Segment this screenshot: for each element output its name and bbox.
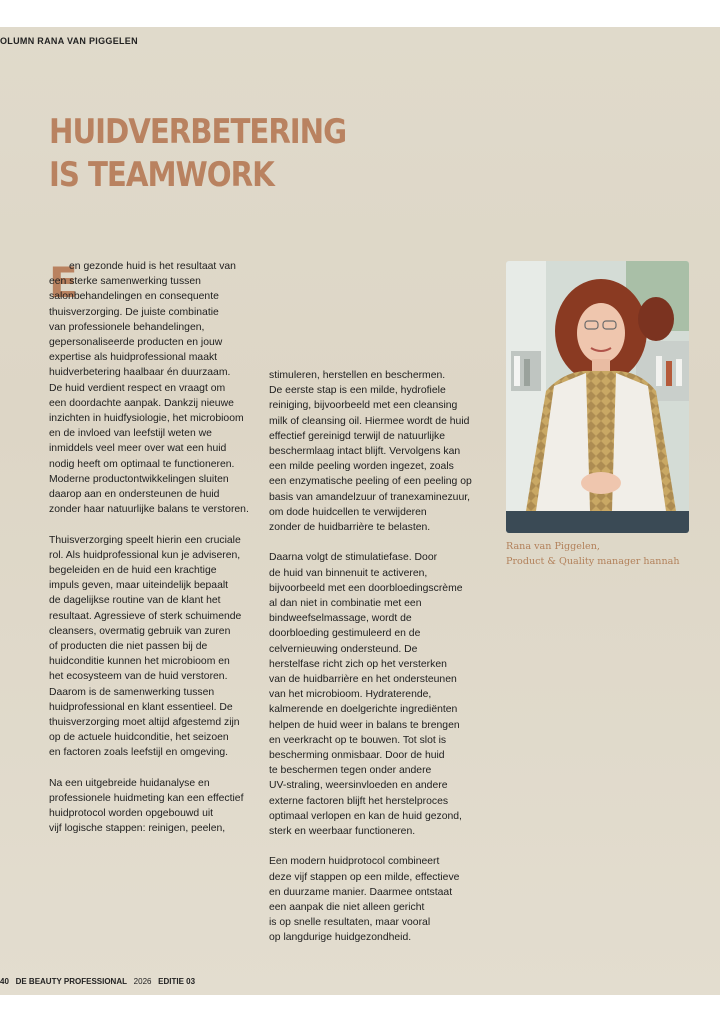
paragraph: Daarna volgt de stimulatiefase. Door de huid van binnenuit te activeren, bijvoorbeeld met een doorbloedingscrème al dan niet in combinatie met een bindweefselmassage, wordt de doorbloeding gestimuleerd en de celvernieuwing ondersteund. De herstelfase richt zich op het versterken van de huidbarrière en het ondersteunen van het microbioom. Hydraterende, kalmerende en doelgerichte ingrediënten helpen de huid weer in balans te brengen en veerkracht op te bouwen. Tot slot is bescherming onmisbaar. Door de huid te beschermen tegen onder andere UV-straling, weersinvloeden en andere externe factoren blijft het herstelproces optimaal verlopen en kan de huid gezond, sterk en weerbaar functioneren. (269, 552, 463, 838)
drop-cap: E (49, 258, 78, 307)
issue-year: 2026 (133, 977, 152, 986)
title-line-1: HUIDVERBETERING (49, 112, 347, 152)
text-column-2 (269, 368, 474, 961)
caption-name: Rana van Piggelen, (506, 541, 600, 552)
column-label: OLUMN RANA VAN PIGGELEN (0, 36, 138, 46)
photo-caption (506, 539, 706, 569)
magazine-name: DE BEAUTY PROFESSIONAL (15, 977, 127, 986)
author-photo (506, 261, 689, 533)
magazine-page (0, 27, 720, 995)
edition-label: EDITIE 03 (158, 977, 196, 986)
article-title (49, 111, 394, 197)
page-footer (0, 977, 195, 986)
page-number: 40 (0, 977, 9, 986)
paragraph: Een modern huidprotocol combineert deze vijf stappen op een milde, effectieve en duurzame manier. Daarmee ontstaat een aanpak die niet alleen gericht is op snelle resultaten, maar vooral op langdurige huidgezondheid. (269, 856, 460, 944)
portrait-illustration (506, 261, 689, 533)
paragraph: Na een uitgebreide huidanalyse en professionele huidmeting kan een effectief huidprotocol worden opgebouwd uit vijf logische stappen: reinigen, peelen, (49, 777, 244, 835)
title-line-2: IS TEAMWORK (49, 155, 274, 195)
caption-role: Product & Quality manager hannah (506, 556, 680, 567)
paragraph: Thuisverzorging speelt hierin een cruciale rol. Als huidprofessional kun je adviseren, begeleiden en de huid een krachtige impuls geven, maar uiteindelijk bepaalt de dagelijkse routine van de klant het resultaat. Agressieve of sterk schuimende cleansers, overmatig gebruik van zuren of producten die niet passen bij de huidconditie kunnen het microbioom en het ecosysteem van de huid verstoren. Daarom is de samenwerking tussen huidprofessional en klant essentieel. De thuisverzorging moet altijd afgestemd zijn op de actuele huidconditie, het seizoen en factoren zoals leefstijl en omgeving. (49, 534, 242, 759)
text-column-1 (49, 259, 254, 852)
paragraph: en gezonde huid is het resultaat van een sterke samenwerking tussen salonbehandelingen en consequente thuisverzorging. De juiste combinatie van professionele behandelingen, gepersonaliseerde producten en jouw expertise als huidprofessional maakt huidverbetering haalbaar én duurzaam. De huid verdient respect en vraagt om een doordachte aanpak. Dankzij nieuwe inzichten in huidfysiologie, het microbioom en de invloed van leefstijl weten we inmiddels veel meer over wat een huid nodig heeft om optimaal te functioneren. Moderne productontwikkelingen sluiten daarop aan en ondersteunen de huid zonder haar natuurlijke balans te verstoren. (49, 261, 249, 516)
paragraph: stimuleren, herstellen en beschermen. De eerste stap is een milde, hydrofiele reiniging, bijvoorbeeld met een cleansing milk of cleansing oil. Hiermee wordt de huid effectief gereinigd terwijl de natuurlijke beschermlaag intact blijft. Vervolgens kan een milde peeling worden ingezet, zoals een enzymatische peeling of een peeling op basis van amandelzuur of tranexaminezuur, om dode huidcellen te verwijderen zonder de huidbarrière te belasten. (269, 370, 472, 534)
